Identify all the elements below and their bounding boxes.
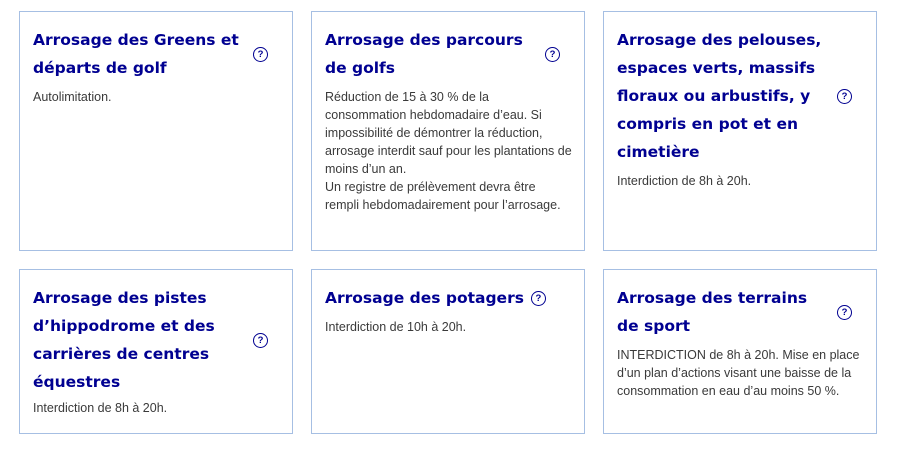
card-description bbox=[33, 399, 280, 417]
card-title: Arrosage des terrains de sport bbox=[617, 289, 808, 335]
card-header bbox=[33, 26, 280, 82]
card-header bbox=[617, 284, 864, 340]
question-circle-icon[interactable]: ? bbox=[837, 305, 852, 320]
card-title: Arrosage des pelouses, espaces verts, massifs floraux ou arbustifs, y compris en pot et en cimetière bbox=[617, 31, 822, 161]
card-description-line: Réduction de 15 à 30 % de la consommation hebdomadaire d’eau. Si impossibilité de démontrer la réduction, arrosage interdit sauf pour les plantations de moins d’un an. bbox=[325, 90, 572, 176]
restriction-card-racetracks bbox=[19, 269, 293, 434]
restriction-card-sports-fields bbox=[603, 269, 877, 434]
card-header bbox=[325, 284, 572, 312]
card-title: Arrosage des Greens et départs de golf bbox=[33, 31, 239, 77]
restriction-card-greens bbox=[19, 11, 293, 251]
card-title: Arrosage des potagers bbox=[325, 289, 524, 307]
card-description bbox=[325, 318, 572, 336]
card-header bbox=[617, 26, 864, 166]
card-title: Arrosage des parcours de golfs bbox=[325, 31, 523, 77]
card-description bbox=[33, 88, 280, 106]
question-circle-icon[interactable]: ? bbox=[837, 89, 852, 104]
card-description bbox=[617, 172, 864, 190]
card-description-line: INTERDICTION de 8h à 20h. Mise en place d’un plan d’actions visant une baisse de la consommation en eau d’au moins 50 %. bbox=[617, 348, 860, 398]
card-description bbox=[325, 88, 572, 214]
question-circle-icon[interactable]: ? bbox=[253, 47, 268, 62]
card-header bbox=[33, 284, 280, 396]
restriction-card-vegetable-gardens bbox=[311, 269, 585, 434]
restriction-card-golf-courses bbox=[311, 11, 585, 251]
card-title: Arrosage des pistes d’hippodrome et des carrières de centres équestres bbox=[33, 289, 215, 391]
question-circle-icon[interactable]: ? bbox=[253, 333, 268, 348]
question-circle-icon[interactable]: ? bbox=[545, 47, 560, 62]
restriction-card-lawns bbox=[603, 11, 877, 251]
card-description-line: Interdiction de 10h à 20h. bbox=[325, 320, 467, 334]
card-description-line: Autolimitation. bbox=[33, 90, 112, 104]
question-circle-icon[interactable]: ? bbox=[531, 291, 546, 306]
card-header bbox=[325, 26, 572, 82]
card-description-line: Interdiction de 8h à 20h. bbox=[617, 174, 752, 188]
card-description bbox=[617, 346, 864, 400]
card-description-line: Interdiction de 8h à 20h. bbox=[33, 401, 168, 415]
card-description-line: Un registre de prélèvement devra être rempli hebdomadairement pour l’arrosage. bbox=[325, 180, 561, 212]
